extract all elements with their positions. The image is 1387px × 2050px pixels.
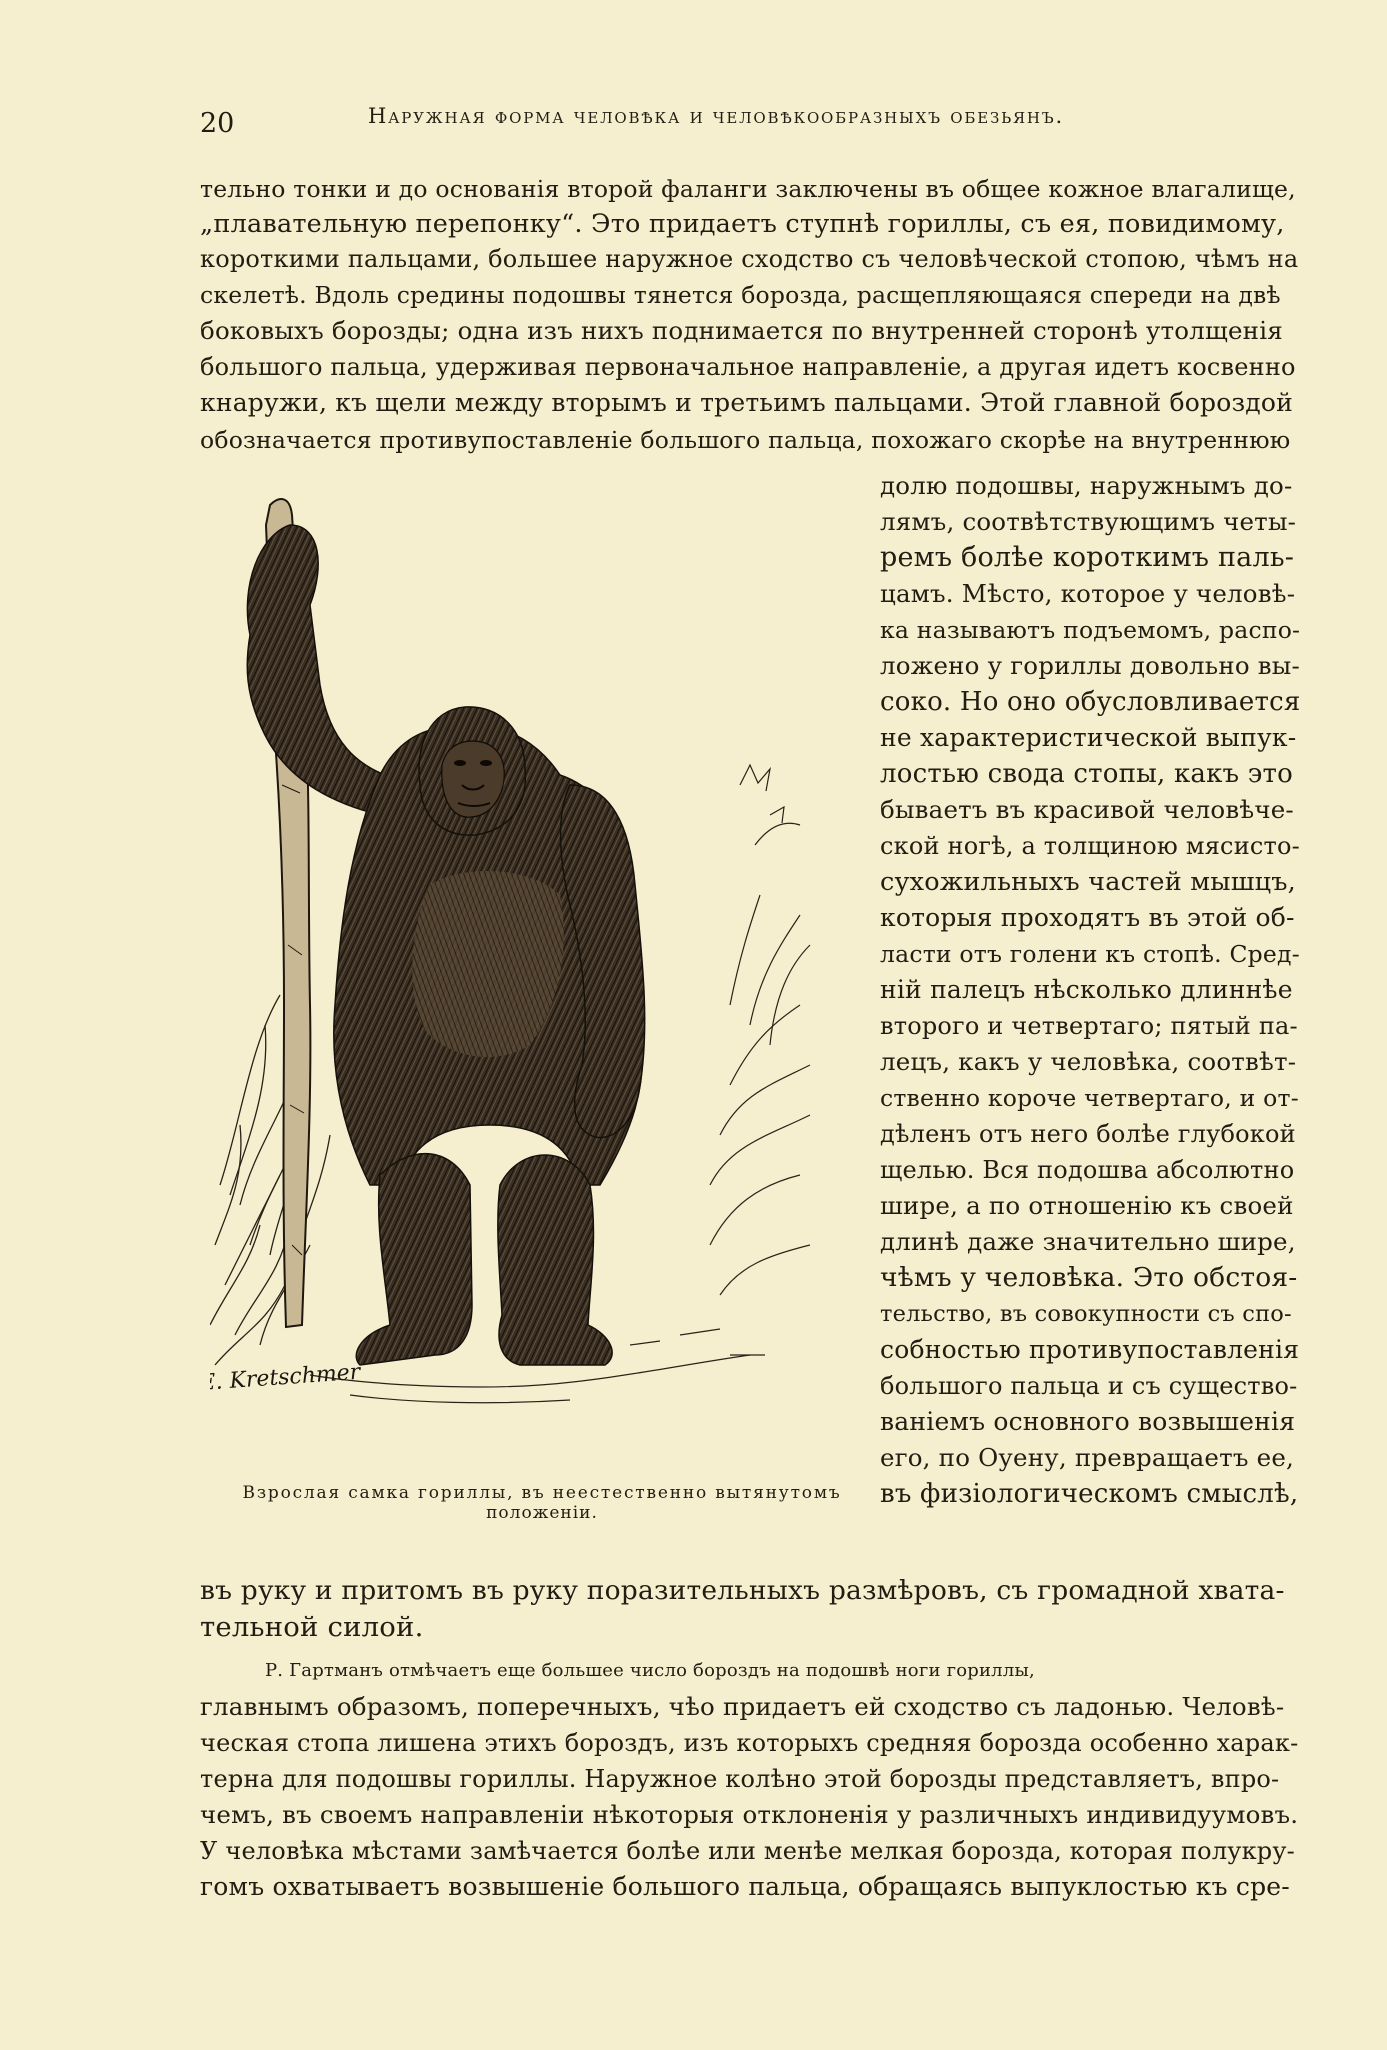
paragraph-first-line: Р. Гартманъ отмѣчаетъ еще большее число бороздъ на подошвѣ ноги гориллы, — [265, 1660, 1035, 1681]
text-line: скелетѣ. Вдоль средины подошвы тянется борозда, расщепляющаяся спереди на двѣ — [200, 281, 1281, 309]
column-text-line: ложено у гориллы довольно вы- — [880, 651, 1300, 680]
text-line: терна для подошвы гориллы. Наружное колѣно этой борозды представляетъ, впро- — [200, 1765, 1280, 1793]
gorilla-right-leg — [498, 1155, 612, 1365]
text-line: главнымъ образомъ, поперечныхъ, чѣо придаетъ ей сходство съ ладонью. Человѣ- — [200, 1692, 1285, 1721]
grass-left — [210, 995, 330, 1365]
column-text-line: щелью. Вся подошва абсолютно — [880, 1156, 1295, 1184]
text-line: чемъ, въ своемъ направленіи нѣкоторыя отклоненія у различныхъ индивидуумовъ. — [200, 1800, 1299, 1829]
column-text-line: тельство, въ совокупности съ спо- — [880, 1301, 1292, 1327]
column-text-line: длинѣ даже значительно шире, — [880, 1227, 1296, 1256]
text-line: ческая стопа лишена этихъ бороздъ, изъ которыхъ средняя борозда особенно харак- — [200, 1729, 1299, 1757]
text-line: тельно тонки и до основанія второй фаланги заключены въ общее кожное влагалище, — [200, 175, 1296, 203]
text-line: обозначается противупоставленіе большого пальца, похожаго скорѣе на внутреннюю — [200, 426, 1291, 454]
column-text-line: ка называютъ подъемомъ, распо- — [880, 616, 1301, 644]
column-text-line: его, по Оуену, превращаетъ ее, — [880, 1443, 1295, 1472]
column-text-line: ственно короче четвертаго, и от- — [880, 1084, 1299, 1112]
column-text-line: ласти отъ голени къ стопѣ. Сред- — [880, 940, 1300, 968]
running-head: Наружная форма человѣка и человѣкообразныхъ обезьянъ. — [368, 104, 1064, 128]
column-text-line: второго и четвертаго; пятый па- — [880, 1012, 1298, 1040]
column-text-line: ремъ болѣе короткимъ паль- — [880, 542, 1295, 573]
column-text-line: лямъ, соотвѣтствующимъ четы- — [880, 507, 1297, 536]
gorilla-engraving — [210, 485, 850, 1470]
figure-caption — [222, 1483, 862, 1523]
text-line: короткими пальцами, большее наружное сходство съ человѣческой стопою, чѣмъ на — [200, 245, 1299, 273]
column-text-line: соко. Но оно обусловливается — [880, 687, 1301, 717]
column-text-line: цамъ. Мѣсто, которое у человѣ- — [880, 579, 1296, 608]
gorilla-raised-arm — [247, 525, 385, 815]
gorilla-eye-right — [480, 760, 492, 766]
artist-signature: E. Kretschmer — [210, 1359, 362, 1396]
column-text-line: бываетъ въ красивой человѣче- — [880, 795, 1294, 824]
page-number: 20 — [200, 108, 235, 139]
column-text-line: ской ногѣ, а толщиною мясисто- — [880, 832, 1300, 860]
text-line: кнаружи, къ щели между вторымъ и третьимъ пальцами. Этой главной бороздой — [200, 388, 1293, 417]
gorilla-eye-left — [454, 760, 466, 766]
text-line: У человѣка мѣстами замѣчается болѣе или менѣе мелкая борозда, которая полукру- — [200, 1837, 1295, 1865]
column-text-line: шире, а по отношенію къ своей — [880, 1191, 1294, 1220]
column-text-line: лецъ, какъ у человѣка, соотвѣт- — [880, 1047, 1297, 1076]
text-line: „плавательную перепонку“. Это придаетъ ступнѣ гориллы, съ ея, повидимому, — [200, 209, 1285, 239]
column-text-line: большого пальца и съ существо- — [880, 1372, 1298, 1400]
column-text-line: въ физіологическомъ смыслѣ, — [880, 1479, 1299, 1509]
column-text-line: долю подошвы, наружнымъ до- — [880, 471, 1293, 500]
column-text-line: дѣленъ отъ него болѣе глубокой — [880, 1120, 1296, 1148]
column-text-line: которыя проходятъ въ этой об- — [880, 903, 1295, 932]
text-line: боковыхъ борозды; одна изъ нихъ поднимается по внутренней сторонѣ утолщенія — [200, 316, 1283, 345]
column-text-line: чѣмъ у человѣка. Это обстоя- — [880, 1262, 1298, 1293]
gorilla-illustration — [210, 485, 850, 1470]
column-text-line: не характеристической выпук- — [880, 723, 1297, 752]
caption-line: положеніи. — [486, 1503, 598, 1523]
text-line: гомъ охватываетъ возвышеніе большого пальца, обращаясь выпуклостью къ сре- — [200, 1872, 1290, 1901]
column-text-line: собностью противупоставленія — [880, 1335, 1300, 1364]
text-line: въ руку и притомъ въ руку поразительныхъ размѣровъ, съ громадной хвата- — [200, 1575, 1285, 1606]
column-text-line: сухожильныхъ частей мышцъ, — [880, 867, 1296, 897]
column-text-line: лостью свода стопы, какъ это — [880, 759, 1293, 789]
caption-line: Взрослая самка гориллы, въ неестественно вытянутомъ — [242, 1483, 842, 1503]
text-line: тельной силой. — [200, 1611, 424, 1643]
text-line: большого пальца, удерживая первоначальное направленіе, а другая идетъ косвенно — [200, 353, 1296, 381]
column-text-line: ваніемъ основного возвышенія — [880, 1407, 1296, 1436]
grass-right — [710, 765, 810, 1295]
column-text-line: ній палецъ нѣсколько длиннѣе — [880, 975, 1293, 1004]
